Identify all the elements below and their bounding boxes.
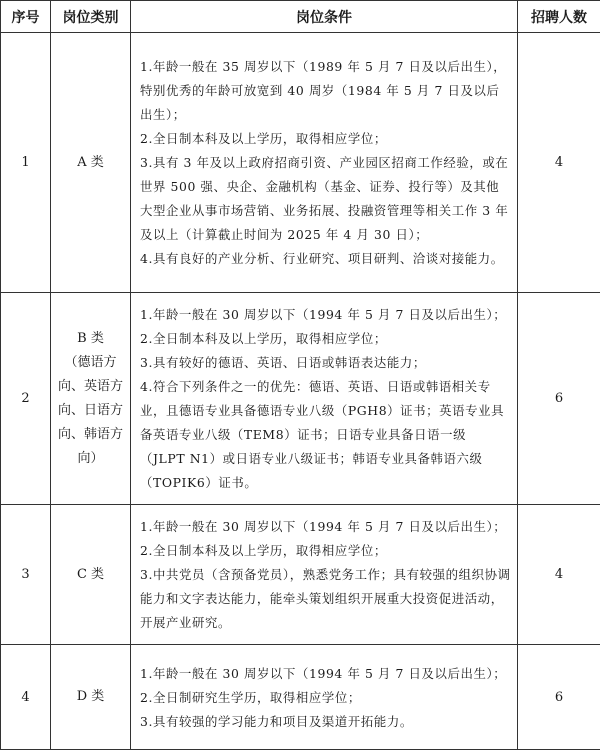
row-category — [51, 293, 131, 505]
condition-item: 3.具有 3 年及以上政府招商引资、产业园区招商工作经验，或在世界 500 强、央企、金融机构（基金、证券、投行等）及其他大型企业从事市场营销、业务拓展、投融资管理等相关工作 3 年及以上（计算截止时间为 2025 年 4 月 30 日）； — [140, 151, 511, 247]
category-detail: 向） — [52, 447, 129, 471]
category-label: B 类 — [52, 327, 129, 351]
condition-item: 2.全日制研究生学历，取得相应学位； — [140, 686, 511, 710]
row-conditions — [131, 293, 518, 505]
table-row — [1, 645, 600, 750]
row-index: 4 — [1, 645, 51, 750]
condition-item: 3.中共党员（含预备党员），熟悉党务工作；具有较强的组织协调能力和文字表达能力，能牵头策划组织开展重大投资促进活动，开展产业研究。 — [140, 563, 511, 635]
condition-item: 2.全日制本科及以上学历，取得相应学位； — [140, 539, 511, 563]
header-index: 序号 — [1, 1, 51, 33]
condition-item: 3.具有较好的德语、英语、日语或韩语表达能力； — [140, 351, 511, 375]
row-conditions — [131, 645, 518, 750]
header-count: 招聘人数 — [518, 1, 600, 33]
row-index: 1 — [1, 33, 51, 293]
condition-item: 1.年龄一般在 30 周岁以下（1994 年 5 月 7 日及以后出生）； — [140, 303, 511, 327]
table-row — [1, 505, 600, 645]
table-row — [1, 293, 600, 505]
row-category — [51, 645, 131, 750]
category-label: A 类 — [52, 151, 129, 175]
row-count: 6 — [518, 645, 600, 750]
condition-item: 4.具有良好的产业分析、行业研究、项目研判、洽谈对接能力。 — [140, 247, 511, 271]
header-row — [1, 1, 600, 33]
category-detail: 向、日语方 — [52, 399, 129, 423]
condition-item: 2.全日制本科及以上学历，取得相应学位； — [140, 327, 511, 351]
table-row — [1, 33, 600, 293]
category-label: D 类 — [52, 685, 129, 709]
condition-item: 2.全日制本科及以上学历，取得相应学位； — [140, 127, 511, 151]
row-category — [51, 505, 131, 645]
row-index: 3 — [1, 505, 51, 645]
header-category: 岗位类别 — [51, 1, 131, 33]
row-index: 2 — [1, 293, 51, 505]
category-detail: （德语方 — [52, 351, 129, 375]
condition-item: 3.具有较强的学习能力和项目及渠道开拓能力。 — [140, 710, 511, 734]
category-detail: 向、韩语方 — [52, 423, 129, 447]
condition-item: 1.年龄一般在 30 周岁以下（1994 年 5 月 7 日及以后出生）； — [140, 515, 511, 539]
row-count: 4 — [518, 33, 600, 293]
row-count: 6 — [518, 293, 600, 505]
condition-item: 4.符合下列条件之一的优先：德语、英语、日语或韩语相关专业，且德语专业具备德语专业八级（PGH8）证书；英语专业具备英语专业八级（TEM8）证书；日语专业具备日语一级（JLPT N1）或日语专业八级证书；韩语专业具备韩语六级（TOPIK6）证书。 — [140, 375, 511, 495]
header-conditions: 岗位条件 — [131, 1, 518, 33]
row-count: 4 — [518, 505, 600, 645]
condition-item: 1.年龄一般在 30 周岁以下（1994 年 5 月 7 日及以后出生）； — [140, 662, 511, 686]
row-conditions — [131, 505, 518, 645]
condition-item: 1.年龄一般在 35 周岁以下（1989 年 5 月 7 日及以后出生），特别优秀的年龄可放宽到 40 周岁（1984 年 5 月 7 日及以后出生）； — [140, 55, 511, 127]
row-conditions — [131, 33, 518, 293]
category-detail: 向、英语方 — [52, 375, 129, 399]
category-label: C 类 — [52, 563, 129, 587]
row-category — [51, 33, 131, 293]
